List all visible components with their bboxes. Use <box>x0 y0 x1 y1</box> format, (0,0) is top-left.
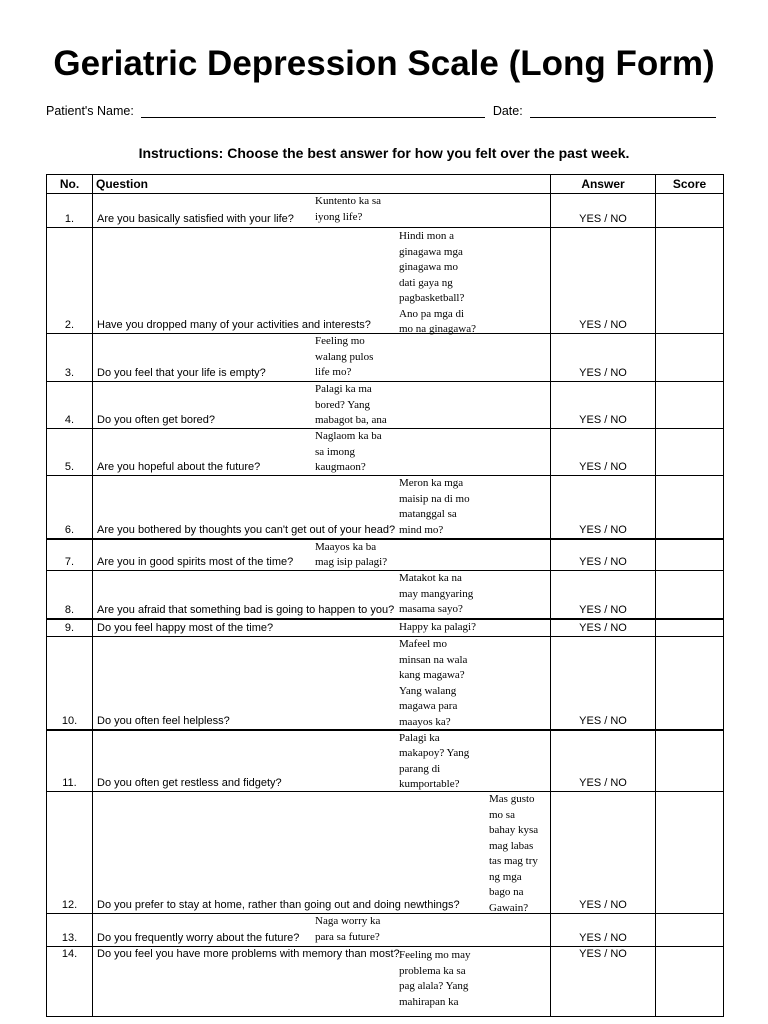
patient-info-line <box>46 104 716 118</box>
answer-cell[interactable]: YES / NO <box>551 619 656 637</box>
question-cell <box>93 792 551 914</box>
row-number: 11. <box>47 730 93 792</box>
answer-cell[interactable]: YES / NO <box>551 228 656 334</box>
question-translation: Feeling mo may problema ka sa pag alala? Yang mahirapan ka <box>399 949 471 1008</box>
question-translation: Matakot ka na may mangyaring masama sayo? <box>399 572 474 615</box>
question-text: Are you basically satisfied with your life? <box>97 213 294 225</box>
row-number: 9. <box>47 619 93 637</box>
answer-cell[interactable]: YES / NO <box>551 429 656 476</box>
header-answer: Answer <box>551 175 656 194</box>
question-translation: Hindi mon a ginagawa mga ginagawa mo dati gaya ng pagbasketball? Ano pa mga di mo na ginagawa? <box>399 230 476 335</box>
answer-cell[interactable]: YES / NO <box>551 792 656 914</box>
question-text: Do you feel happy most of the time? <box>97 622 274 634</box>
score-cell[interactable] <box>656 730 724 792</box>
table-row <box>47 947 724 1017</box>
patient-name-label: Patient's Name: <box>46 104 134 118</box>
date-field[interactable] <box>530 105 716 118</box>
answer-cell[interactable]: YES / NO <box>551 730 656 792</box>
score-cell[interactable] <box>656 334 724 382</box>
question-cell <box>93 382 551 429</box>
answer-cell[interactable]: YES / NO <box>551 382 656 429</box>
question-cell <box>93 228 551 334</box>
answer-cell[interactable]: YES / NO <box>551 476 656 539</box>
question-translation: Naglaom ka ba sa imong kaugmaon? <box>315 430 382 473</box>
question-cell <box>93 334 551 382</box>
question-cell <box>93 539 551 571</box>
answer-cell[interactable]: YES / NO <box>551 947 656 1017</box>
question-translation: Naga worry ka para sa future? <box>315 915 381 943</box>
score-cell[interactable] <box>656 792 724 914</box>
score-cell[interactable] <box>656 619 724 637</box>
score-cell[interactable] <box>656 382 724 429</box>
question-translation: Maayos ka ba mag isip palagi? <box>315 540 388 568</box>
date-label: Date: <box>492 104 523 118</box>
question-cell <box>93 637 551 730</box>
question-text: Do you prefer to stay at home, rather than going out and doing newthings? <box>97 899 460 911</box>
question-cell <box>93 619 551 637</box>
question-text: Do you often get bored? <box>97 414 216 426</box>
question-translation: Feeling mo walang pulos life mo? <box>315 335 374 378</box>
question-text: Are you afraid that something bad is going to happen to you? <box>97 603 395 616</box>
question-cell <box>93 730 551 792</box>
question-translation: Palagi ka makapoy? Yang parang di kumportable? <box>399 731 470 790</box>
question-translation: Palagi ka ma bored? Yang mabagot ba, ana <box>315 383 387 426</box>
header-no: No. <box>47 175 93 194</box>
question-translation: Meron ka mga maisip na di mo matanggal sa mind mo? <box>399 477 470 536</box>
row-number: 3. <box>47 334 93 382</box>
question-text: Are you bothered by thoughts you can't get out of your head? <box>97 523 396 536</box>
answer-cell[interactable]: YES / NO <box>551 914 656 947</box>
document-title: Geriatric Depression Scale (Long Form) <box>53 44 715 83</box>
question-text: Do you often feel helpless? <box>97 714 230 727</box>
table-row <box>47 476 724 539</box>
score-cell[interactable] <box>656 429 724 476</box>
question-cell <box>93 476 551 539</box>
row-number: 8. <box>47 571 93 619</box>
question-table <box>46 174 724 1017</box>
table-row <box>47 228 724 334</box>
score-cell[interactable] <box>656 637 724 730</box>
question-translation: Mas gusto mo sa bahay kysa mag labas tas mag try ng mga bago na Gawain? <box>489 793 539 914</box>
table-row <box>47 637 724 730</box>
question-text: Are you in good spirits most of the time? <box>97 556 294 568</box>
table-header-row <box>47 175 724 194</box>
question-cell <box>93 914 551 947</box>
row-number: 7. <box>47 539 93 571</box>
question-translation: Kuntento ka sa iyong life? <box>315 195 381 223</box>
table-row <box>47 571 724 619</box>
question-cell <box>93 194 551 228</box>
score-cell[interactable] <box>656 914 724 947</box>
row-number: 6. <box>47 476 93 539</box>
answer-cell[interactable]: YES / NO <box>551 571 656 619</box>
question-text: Do you feel that your life is empty? <box>97 367 266 379</box>
question-text: Do you feel you have more problems with memory than most? <box>97 948 400 960</box>
question-cell <box>93 571 551 619</box>
row-number: 14. <box>47 947 93 1017</box>
header-score: Score <box>656 175 724 194</box>
table-row <box>47 194 724 228</box>
score-cell[interactable] <box>656 539 724 571</box>
question-text: Are you hopeful about the future? <box>97 461 261 473</box>
question-cell <box>93 947 551 1017</box>
score-cell[interactable] <box>656 947 724 1017</box>
question-translation: Mafeel mo minsan na wala kang magawa? Yang walang magawa para maayos ka? <box>399 638 468 728</box>
table-row <box>47 382 724 429</box>
row-number: 10. <box>47 637 93 730</box>
table-row <box>47 619 724 637</box>
row-number: 13. <box>47 914 93 947</box>
row-number: 5. <box>47 429 93 476</box>
question-text: Do you often get restless and fidgety? <box>97 777 282 789</box>
score-cell[interactable] <box>656 194 724 228</box>
row-number: 12. <box>47 792 93 914</box>
table-row <box>47 334 724 382</box>
answer-cell[interactable]: YES / NO <box>551 194 656 228</box>
row-number: 4. <box>47 382 93 429</box>
score-cell[interactable] <box>656 571 724 619</box>
patient-name-field[interactable] <box>141 105 485 118</box>
score-cell[interactable] <box>656 476 724 539</box>
question-translation: Happy ka palagi? <box>399 620 476 633</box>
question-cell <box>93 429 551 476</box>
instructions: Instructions: Choose the best answer for how you felt over the past week. <box>138 145 630 161</box>
table-row <box>47 539 724 571</box>
table-row <box>47 429 724 476</box>
table-row <box>47 914 724 947</box>
answer-cell[interactable]: YES / NO <box>551 334 656 382</box>
score-cell[interactable] <box>656 228 724 334</box>
row-number: 1. <box>47 194 93 228</box>
header-question: Question <box>93 175 551 194</box>
row-number: 2. <box>47 228 93 334</box>
answer-cell[interactable]: YES / NO <box>551 539 656 571</box>
question-text: Do you frequently worry about the future? <box>97 932 300 944</box>
table-row <box>47 792 724 914</box>
question-text: Have you dropped many of your activities and interests? <box>97 319 371 331</box>
table-row <box>47 730 724 792</box>
answer-cell[interactable]: YES / NO <box>551 637 656 730</box>
